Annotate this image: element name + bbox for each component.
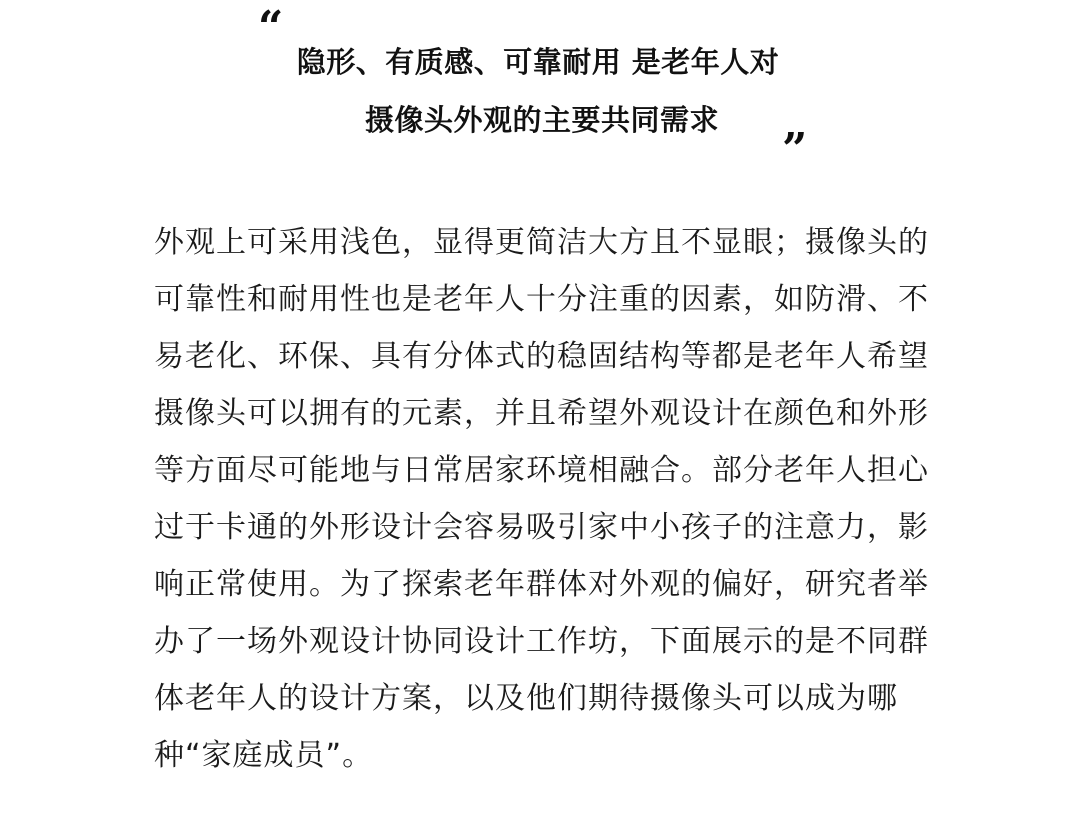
pull-quote-line-2: 摄像头外观的主要共同需求 xyxy=(364,103,719,137)
paragraph-line: 体老年人的设计方案，以及他们期待摄像头可以成为哪 xyxy=(154,681,898,716)
paragraph-line: 易老化、环保、具有分体式的稳固结构等都是老年人希望 xyxy=(154,339,929,374)
close-quote-mark: ” xyxy=(782,124,808,175)
paragraph-line: 摄像头可以拥有的元素，并且希望外观设计在颜色和外形 xyxy=(154,396,929,431)
paragraph-line: 响正常使用。为了探索老年群体对外观的偏好，研究者举 xyxy=(154,567,929,602)
body-paragraph xyxy=(154,214,934,784)
paragraph-line: 过于卡通的外形设计会容易吸引家中小孩子的注意力，影 xyxy=(154,510,929,545)
paragraph-line: 办了一场外观设计协同设计工作坊，下面展示的是不同群 xyxy=(154,624,929,659)
pull-quote-line-1: 隐形、有质感、可靠耐用 是老年人对 xyxy=(296,45,780,79)
pull-quote xyxy=(0,0,1080,180)
paragraph-line: 外观上可采用浅色，显得更简洁大方且不显眼；摄像头的 xyxy=(154,225,929,260)
paragraph-line: 等方面尽可能地与日常居家环境相融合。部分老年人担心 xyxy=(154,453,929,488)
paragraph-line: 种“家庭成员”。 xyxy=(154,738,374,773)
paragraph-line: 可靠性和耐用性也是老年人十分注重的因素，如防滑、不 xyxy=(154,282,929,317)
open-quote-mark: “ xyxy=(258,2,284,53)
